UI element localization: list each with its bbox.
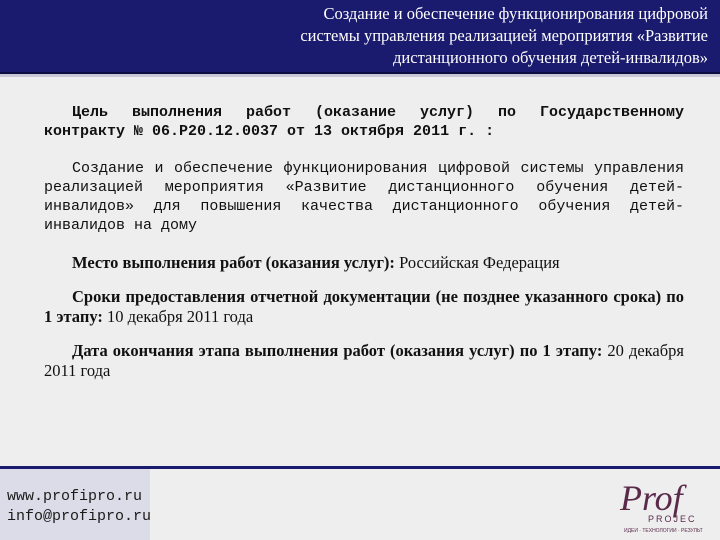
reporting-paragraph (44, 287, 684, 327)
slide-title (148, 3, 708, 69)
website-link[interactable]: www.profipro.ru (7, 488, 143, 505)
title-line-2: системы управления реализацией мероприятия «Развитие (300, 26, 708, 45)
reporting-label: Сроки предоставления отчетной документации (не позднее указанного срока) по 1 этапу: (44, 287, 684, 326)
location-label: Место выполнения работ (оказания услуг): (72, 253, 395, 272)
end-date-label: Дата окончания этапа выполнения работ (оказания услуг) по 1 этапу: (72, 341, 603, 360)
email-link[interactable]: info@profipro.ru (7, 508, 152, 525)
header (0, 0, 720, 74)
reporting-value: 10 декабря 2011 года (102, 307, 254, 326)
logo-subtitle: PROJEC (648, 514, 697, 524)
end-date-value: 20 декабря 2011 года (44, 341, 684, 380)
end-date-paragraph (44, 341, 684, 381)
title-line-3: дистанционного обучения детей-инвалидов» (393, 48, 708, 67)
goal-heading: Цель выполнения работ (оказание услуг) по Государственному контракту № 06.Р20.12.0037 от 13 октября 2011 г. : (44, 104, 684, 140)
title-line-1: Создание и обеспечение функционирования цифровой (323, 4, 708, 23)
location-paragraph (44, 253, 684, 273)
logo-wordmark: Prof (620, 478, 683, 518)
footer-contacts (0, 469, 150, 540)
header-divider (0, 74, 720, 77)
company-logo (618, 476, 714, 536)
logo-tagline: ИДЕИ · ТЕХНОЛОГИИ · РЕЗУЛЬТ (624, 528, 703, 534)
goal-description: Создание и обеспечение функционирования цифровой системы управления реализацией мероприятия «Развитие дистанционного обучения детей-инвалидов» для повышения качества дистанционного обучения детей-инвалидов на дому (44, 160, 684, 234)
footer (0, 466, 720, 540)
slide-body (44, 103, 684, 381)
location-value: Российская Федерация (394, 253, 560, 272)
